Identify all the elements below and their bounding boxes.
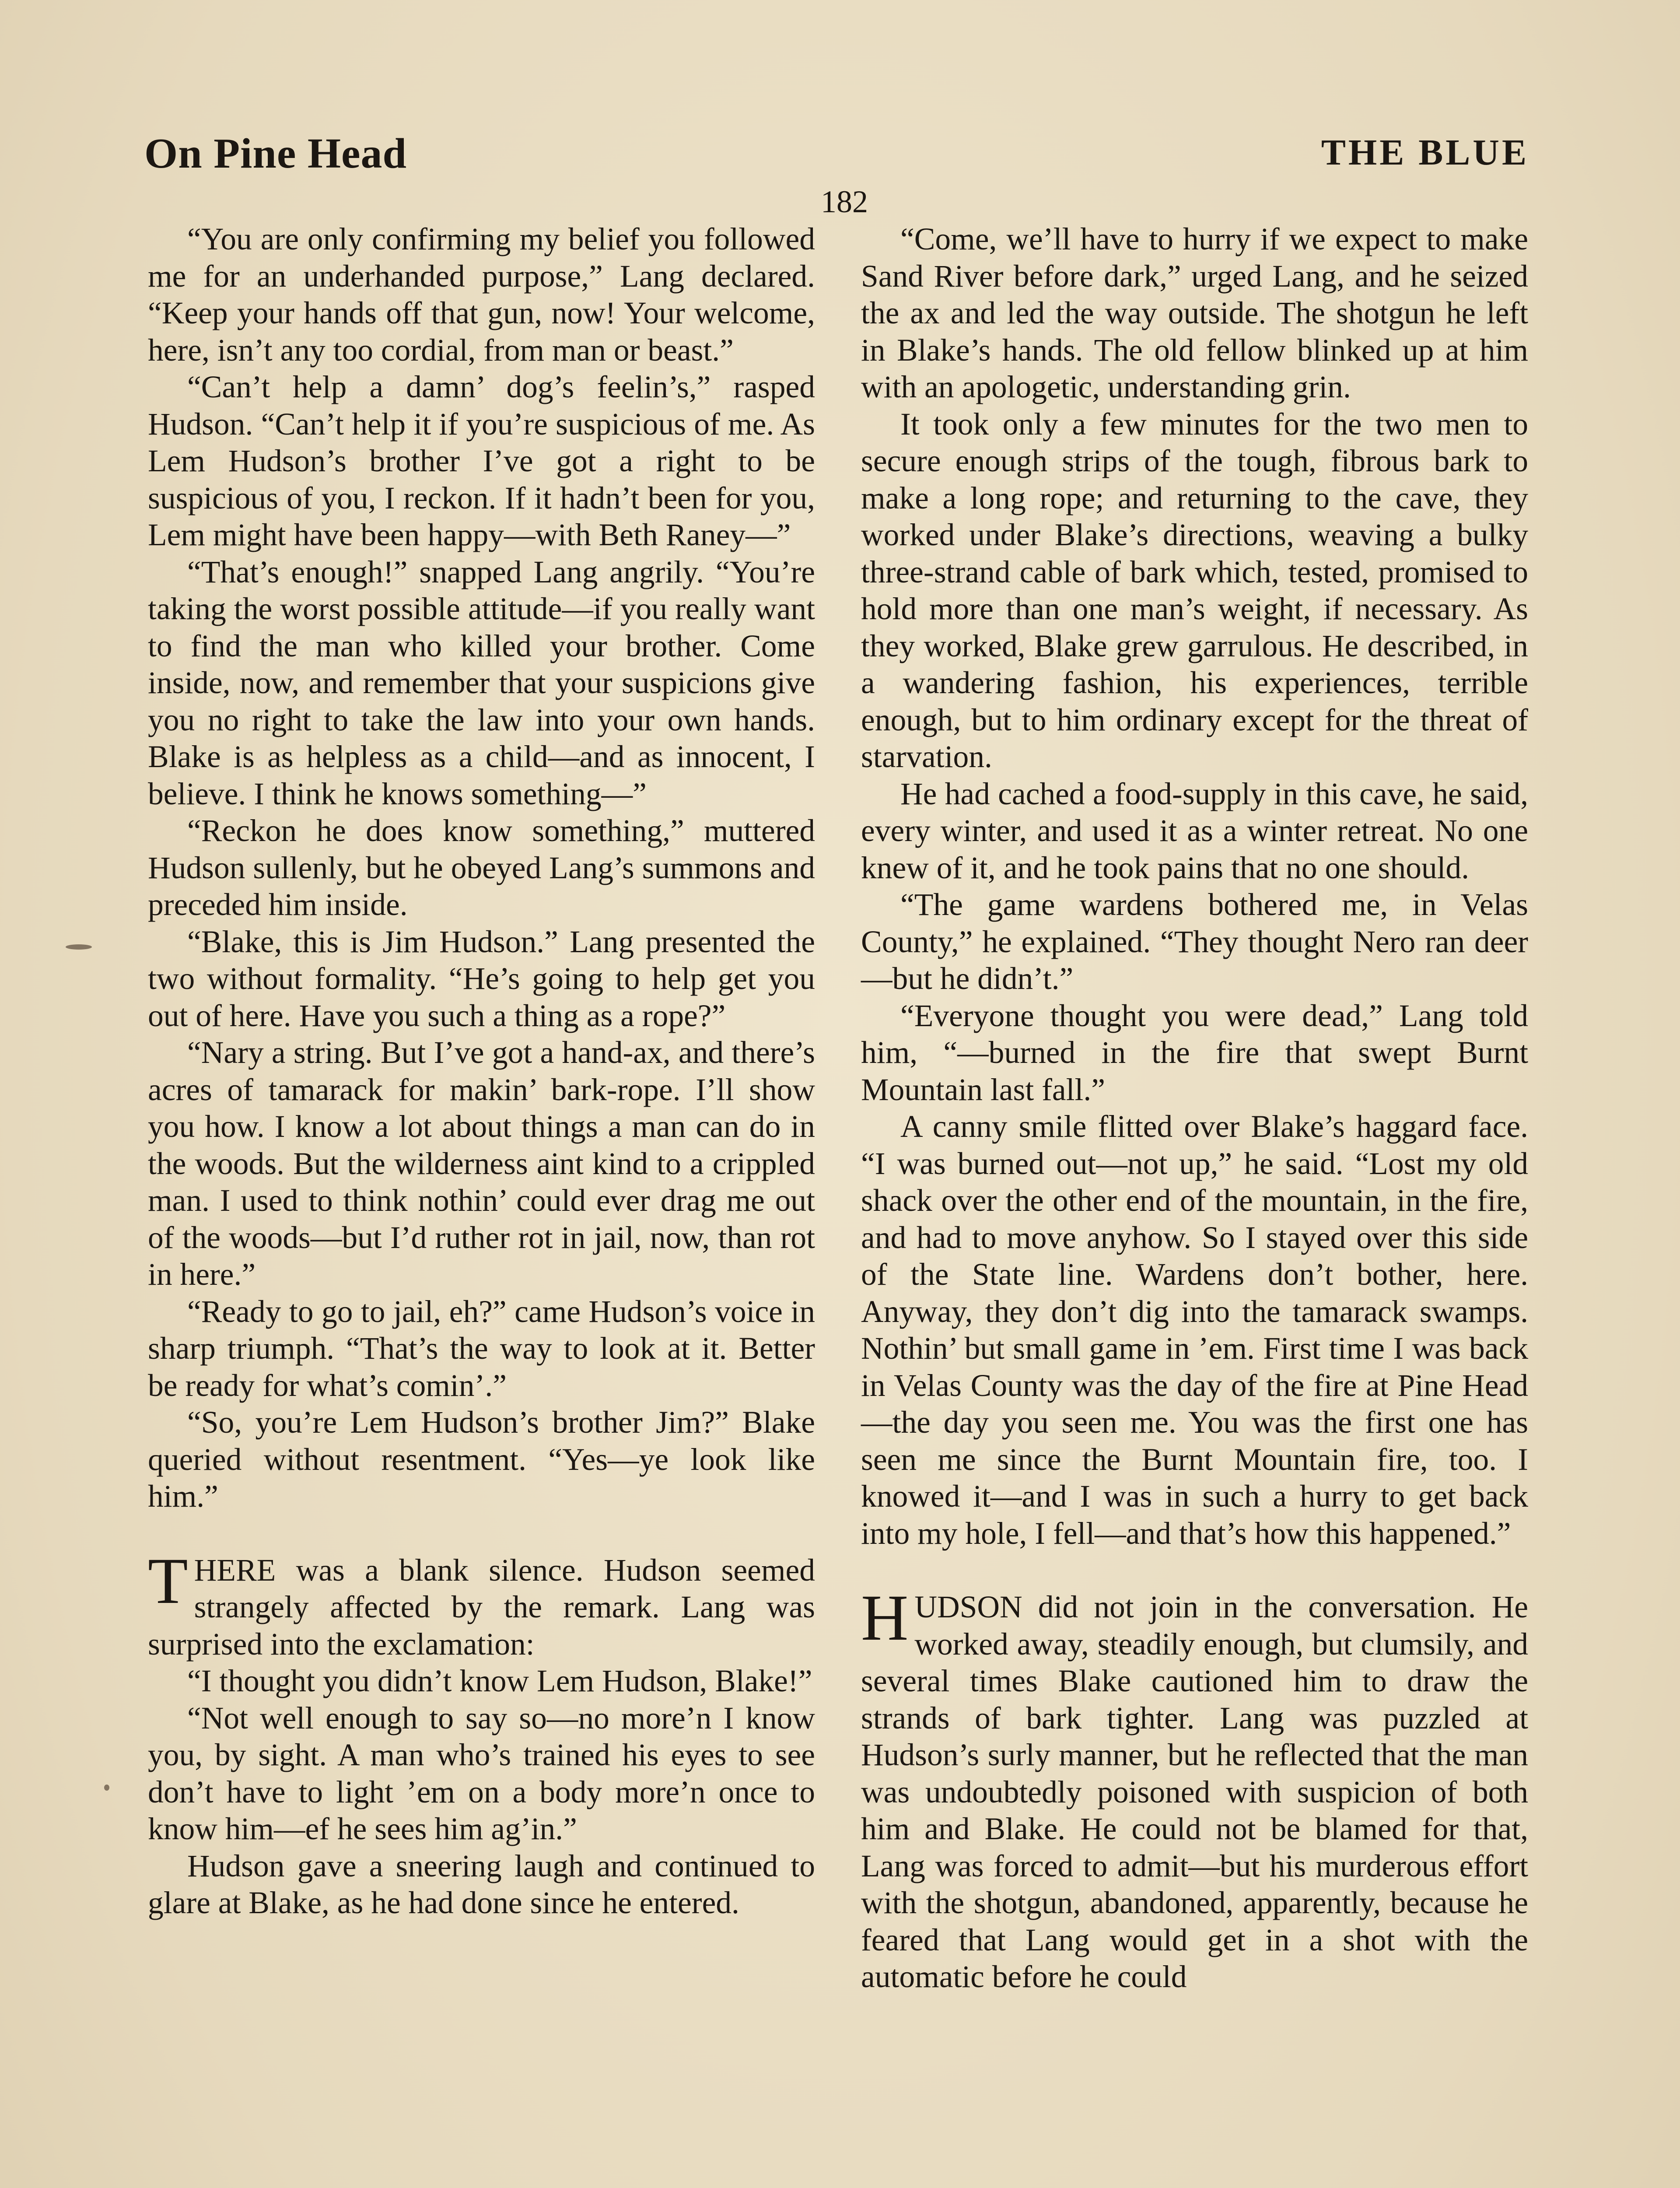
paragraph: “Everyone thought you were dead,” Lang told him, “—burned in the fire that swept Burnt Mountain last fall.” [861, 998, 1528, 1107]
paragraph: It took only a few minutes for the two men to secure enough strips of the tough, fibrous bark to make a long rope; and returning to the cave, they worked under Blake’s directions, weaving a bulky three-strand cable of bark which, tested, promised to hold more than one man’s weight, if necessary. As they worked, Blake grew garrulous. He described, in a wandering fashion, his experiences, terrible enough, but to him ordinary except for the threat of starvation. [861, 407, 1528, 774]
drop-cap: T [148, 1544, 188, 1617]
paragraph: “Ready to go to jail, eh?” came Hudson’s voice in sharp triumph. “That’s the way to look at it. Better be ready for what’s comin’.” [148, 1294, 815, 1403]
section-opening-paragraph [148, 1544, 815, 1663]
drop-cap: H [861, 1581, 909, 1654]
right-text-column [861, 221, 1528, 1996]
paragraph: “Blake, this is Jim Hudson.” Lang presented the two without formality. “He’s going to help get you out of here. Have you such a thing as a rope?” [148, 924, 815, 1033]
paragraph: “I thought you didn’t know Lem Hudson, Blake!” [187, 1664, 812, 1698]
section-opening-text: UDSON did not join in the conversation. He worked away, steadily enough, but clumsily, and several times Blake cautioned him to draw the strands of bark tighter. Lang was puzzled at Hudson’s surly manner, but he reflected that the man was undoubtedly poisoned with suspicion of both him and Blake. He could not be blamed for that, Lang was forced to admit—but his murderous effort with the shotgun, abandoned, apparently, because he feared that Lang would get in a shot with the automatic before he could [861, 1590, 1528, 1994]
page-number: 182 [821, 184, 868, 219]
ink-spot [104, 1785, 109, 1791]
paragraph: He had cached a food-supply in this cave, he said, every winter, and used it as a winter retreat. No one knew of it, and he took pains that no one should. [861, 776, 1528, 885]
paragraph: “Reckon he does know something,” muttered Hudson sullenly, but he obeyed Lang’s summons and preceded him inside. [148, 813, 815, 922]
ink-spot [66, 944, 92, 950]
paragraph: “You are only confirming my belief you followed me for an underhanded purpose,” Lang declared. “Keep your hands off that gun, now! Your welcome, here, isn’t any too cordial, from man or beast.” [148, 222, 815, 368]
paragraph: “That’s enough!” snapped Lang angrily. “You’re taking the worst possible attitude—if you really want to find the man who killed your brother. Come inside, now, and remember that your suspicions give you no right to take the law into your own hands. Blake is as helpless as a child—and as innocent, I believe. I think he knows something—” [148, 554, 815, 811]
paragraph: “The game wardens bothered me, in Velas County,” he explained. “They thought Nero ran deer—but he didn’t.” [861, 887, 1528, 996]
paragraph: “Come, we’ll have to hurry if we expect to make Sand River before dark,” urged Lang, and he seized the ax and led the way outside. The shotgun he left in Blake’s hands. The old fellow blinked up at him with an apologetic, understanding grin. [861, 222, 1528, 404]
section-opening-text: HERE was a blank silence. Hudson seemed strangely affected by the remark. Lang was surprised into the exclamation: [148, 1553, 815, 1662]
left-text-column [148, 221, 815, 1922]
paragraph: A canny smile flitted over Blake’s haggard face. “I was burned out—not up,” he said. “Lost my old shack over the other end of the mountain, in the fire, and had to move anyhow. So I stayed over this side of the State line. Wardens don’t bother, here. Anyway, they don’t dig into the tamarack swamps. Nothin’ but small game in ’em. First time I was back in Velas County was the day of the fire at Pine Head—the day you seen me. You was the first one has seen me since the Burnt Mountain fire, too. I knowed it—and I was in such a hurry to get back into my hole, I fell—and that’s how this happened.” [861, 1109, 1528, 1551]
paragraph: “So, you’re Lem Hudson’s brother Jim?” Blake queried without resentment. “Yes—ye look like him.” [148, 1405, 815, 1514]
story-title-header: On Pine Head [144, 130, 407, 177]
paragraph: Hudson gave a sneering laugh and continued to glare at Blake, as he had done since he entered. [148, 1848, 815, 1920]
magazine-name-header: THE BLUE [1321, 132, 1529, 173]
section-opening-paragraph [861, 1581, 1528, 1996]
paragraph: “Nary a string. But I’ve got a hand-ax, and there’s acres of tamarack for makin’ bark-rope. I’ll show you how. I know a lot about things a man can do in the woods. But the wilderness aint kind to a crippled man. I used to think nothin’ could ever drag me out of the woods—but I’d ruther rot in jail, now, than rot in here.” [148, 1035, 815, 1292]
paragraph: “Not well enough to say so—no more’n I know you, by sight. A man who’s trained his eyes to see don’t have to light ’em on a body more’n once to know him—ef he sees him ag’in.” [148, 1701, 815, 1846]
paragraph: “Can’t help a damn’ dog’s feelin’s,” rasped Hudson. “Can’t help it if you’re suspicious of me. As Lem Hudson’s brother I’ve got a right to be suspicious of you, I reckon. If it hadn’t been for you, Lem might have been happy—with Beth Raney—” [148, 370, 815, 552]
